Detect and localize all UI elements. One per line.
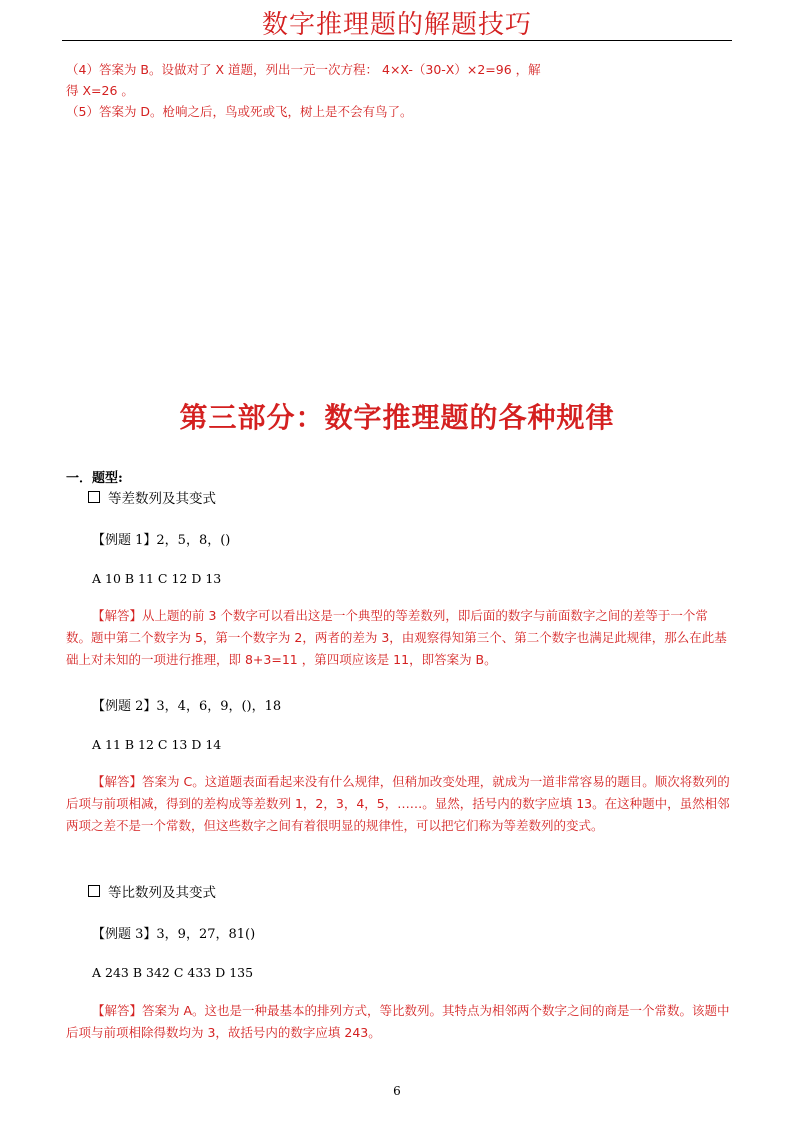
answer-line-4b: 得 X=26 。 <box>66 83 134 98</box>
example-2-options: A 11 B 12 C 13 D 14 <box>92 737 222 752</box>
checkbox-icon <box>88 491 100 503</box>
answer-line-5: （5）答案为 D。枪响之后，鸟或死或飞，树上是不会有鸟了。 <box>66 104 413 119</box>
header-divider <box>62 40 732 41</box>
example-3-options: A 243 B 342 C 433 D 135 <box>92 965 254 980</box>
example-2-question: 【例题 2】3，4，6，9，()，18 <box>92 699 282 714</box>
example-3-answer: 【解答】答案为 A。这也是一种最基本的排列方式，等比数列。其特点为相邻两个数字之间的商是一个常数。该题中后项与前项相除得数均为 3，故括号内的数字应填 243。 <box>66 1003 730 1040</box>
category-geometric <box>88 881 216 901</box>
answer-line-4a: （4）答案为 B。设做对了 X 道题，列出一元一次方程： 4×X-（30-X）×2=96 ，解 <box>66 62 541 77</box>
example-2-answer: 【解答】答案为 C。这道题表面看起来没有什么规律，但稍加改变处理，就成为一道非常容易的题目。顺次将数列的后项与前项相减，得到的差构成等差数列 1，2，3，4，5，……。显然，括号内的数字应填 13。在这种题中，虽然相邻两项之差不是一个常数，但这些数字之间有着很明显的规律性，可以把它们称为等差数列的变式。 <box>66 774 730 833</box>
checkbox-icon <box>88 885 100 897</box>
example-1-question: 【例题 1】2，5，8，() <box>92 533 231 548</box>
page-number: 6 <box>393 1084 401 1098</box>
example-1-answer: 【解答】从上题的前 3 个数字可以看出这是一个典型的等差数列，即后面的数字与前面数字之间的差等于一个常数。题中第二个数字为 5，第一个数字为 2，两者的差为 3，由观察得知第三个、第二个数字也满足此规律，那么在此基础上对未知的一项进行推理，即 8+3=11 ，第四项应该是 11，即答案为 B。 <box>66 608 727 667</box>
question-type-heading: 一．题型: <box>66 471 123 486</box>
example-3-question: 【例题 3】3，9，27，81() <box>92 927 256 942</box>
section-title: 第三部分：数字推理题的各种规律 <box>179 401 615 434</box>
category-label: 等比数列及其变式 <box>108 885 216 901</box>
example-1-options: A 10 B 11 C 12 D 13 <box>92 571 222 586</box>
category-arithmetic <box>88 487 216 507</box>
header-title: 数字推理题的解题技巧 <box>261 10 532 40</box>
category-label: 等差数列及其变式 <box>108 491 216 507</box>
